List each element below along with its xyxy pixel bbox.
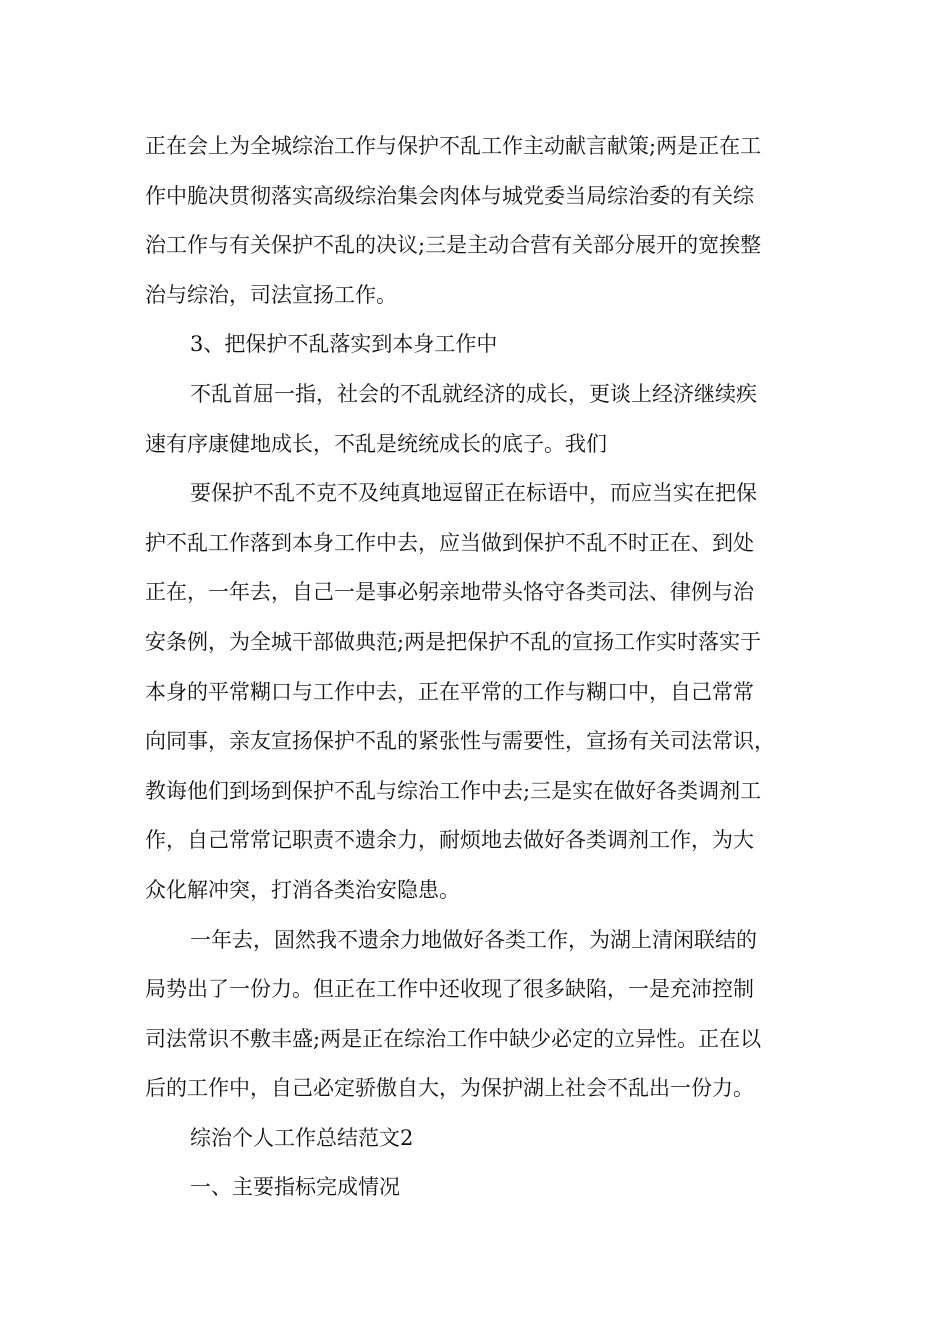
text-line: 不乱首屈一指，社会的不乱就经济的成长，更谈上经济继续疾 (190, 381, 757, 406)
text-line: 正在，一年去，自己一是事必躬亲地带头恪守各类司法、律例与治 (145, 580, 754, 605)
text-line: 护不乱工作落到本身工作中去，应当做到保护不乱不时正在、到处 (145, 530, 754, 555)
text-line: 本身的平常糊口与工作中去，正在平常的工作与糊口中，自己常常 (145, 679, 754, 704)
text-line: 3、把保护不乱落实到本身工作中 (190, 332, 498, 357)
text-line: 众化解冲突，打消各类治安隐患。 (145, 877, 460, 902)
text-line: 教诲他们到场到保护不乱与综治工作中去;三是实在做好各类调剂工 (145, 778, 762, 803)
text-line: 安条例，为全城干部做典范;两是把保护不乱的宣扬工作实时落实于 (145, 629, 762, 654)
text-line: 速有序康健地成长，不乱是统统成长的底子。我们 (145, 431, 607, 456)
text-line: 治工作与有关保护不乱的决议;三是主动合营有关部分展开的宽挨整 (145, 233, 762, 258)
text-line: 正在会上为全城综治工作与保护不乱工作主动献言献策;两是正在工 (145, 134, 762, 158)
text-line: 治与综治，司法宣扬工作。 (145, 282, 397, 307)
text-line: 综治个人工作总结范文2 (190, 1125, 414, 1150)
document-body (145, 122, 817, 1213)
text-line: 一、主要指标完成情况 (190, 1175, 400, 1200)
text-line: 要保护不乱不克不及纯真地逗留正在标语中，而应当实在把保 (190, 481, 757, 506)
text-line: 局势出了一份力。但正在工作中还收现了很多缺陷，一是充沛控制 (145, 977, 754, 1002)
text-line: 作，自己常常记职责不遗余力，耐烦地去做好各类调剂工作，为大 (145, 828, 754, 853)
text-line: 向同事，亲友宣扬保护不乱的紧张性与需要性，宣扬有关司法常识， (145, 729, 775, 754)
text-line: 作中脆决贯彻落实高级综治集会肉体与城党委当局综治委的有关综 (145, 183, 754, 208)
text-line: 后的工作中，自己必定骄傲自大，为保护湖上社会不乱出一份力。 (145, 1076, 754, 1101)
text-line: 司法常识不敷丰盛;两是正在综治工作中缺少必定的立异性。正在以 (145, 1026, 762, 1051)
text-line: 一年去，固然我不遗余力地做好各类工作，为湖上清闲联结的 (190, 927, 757, 952)
